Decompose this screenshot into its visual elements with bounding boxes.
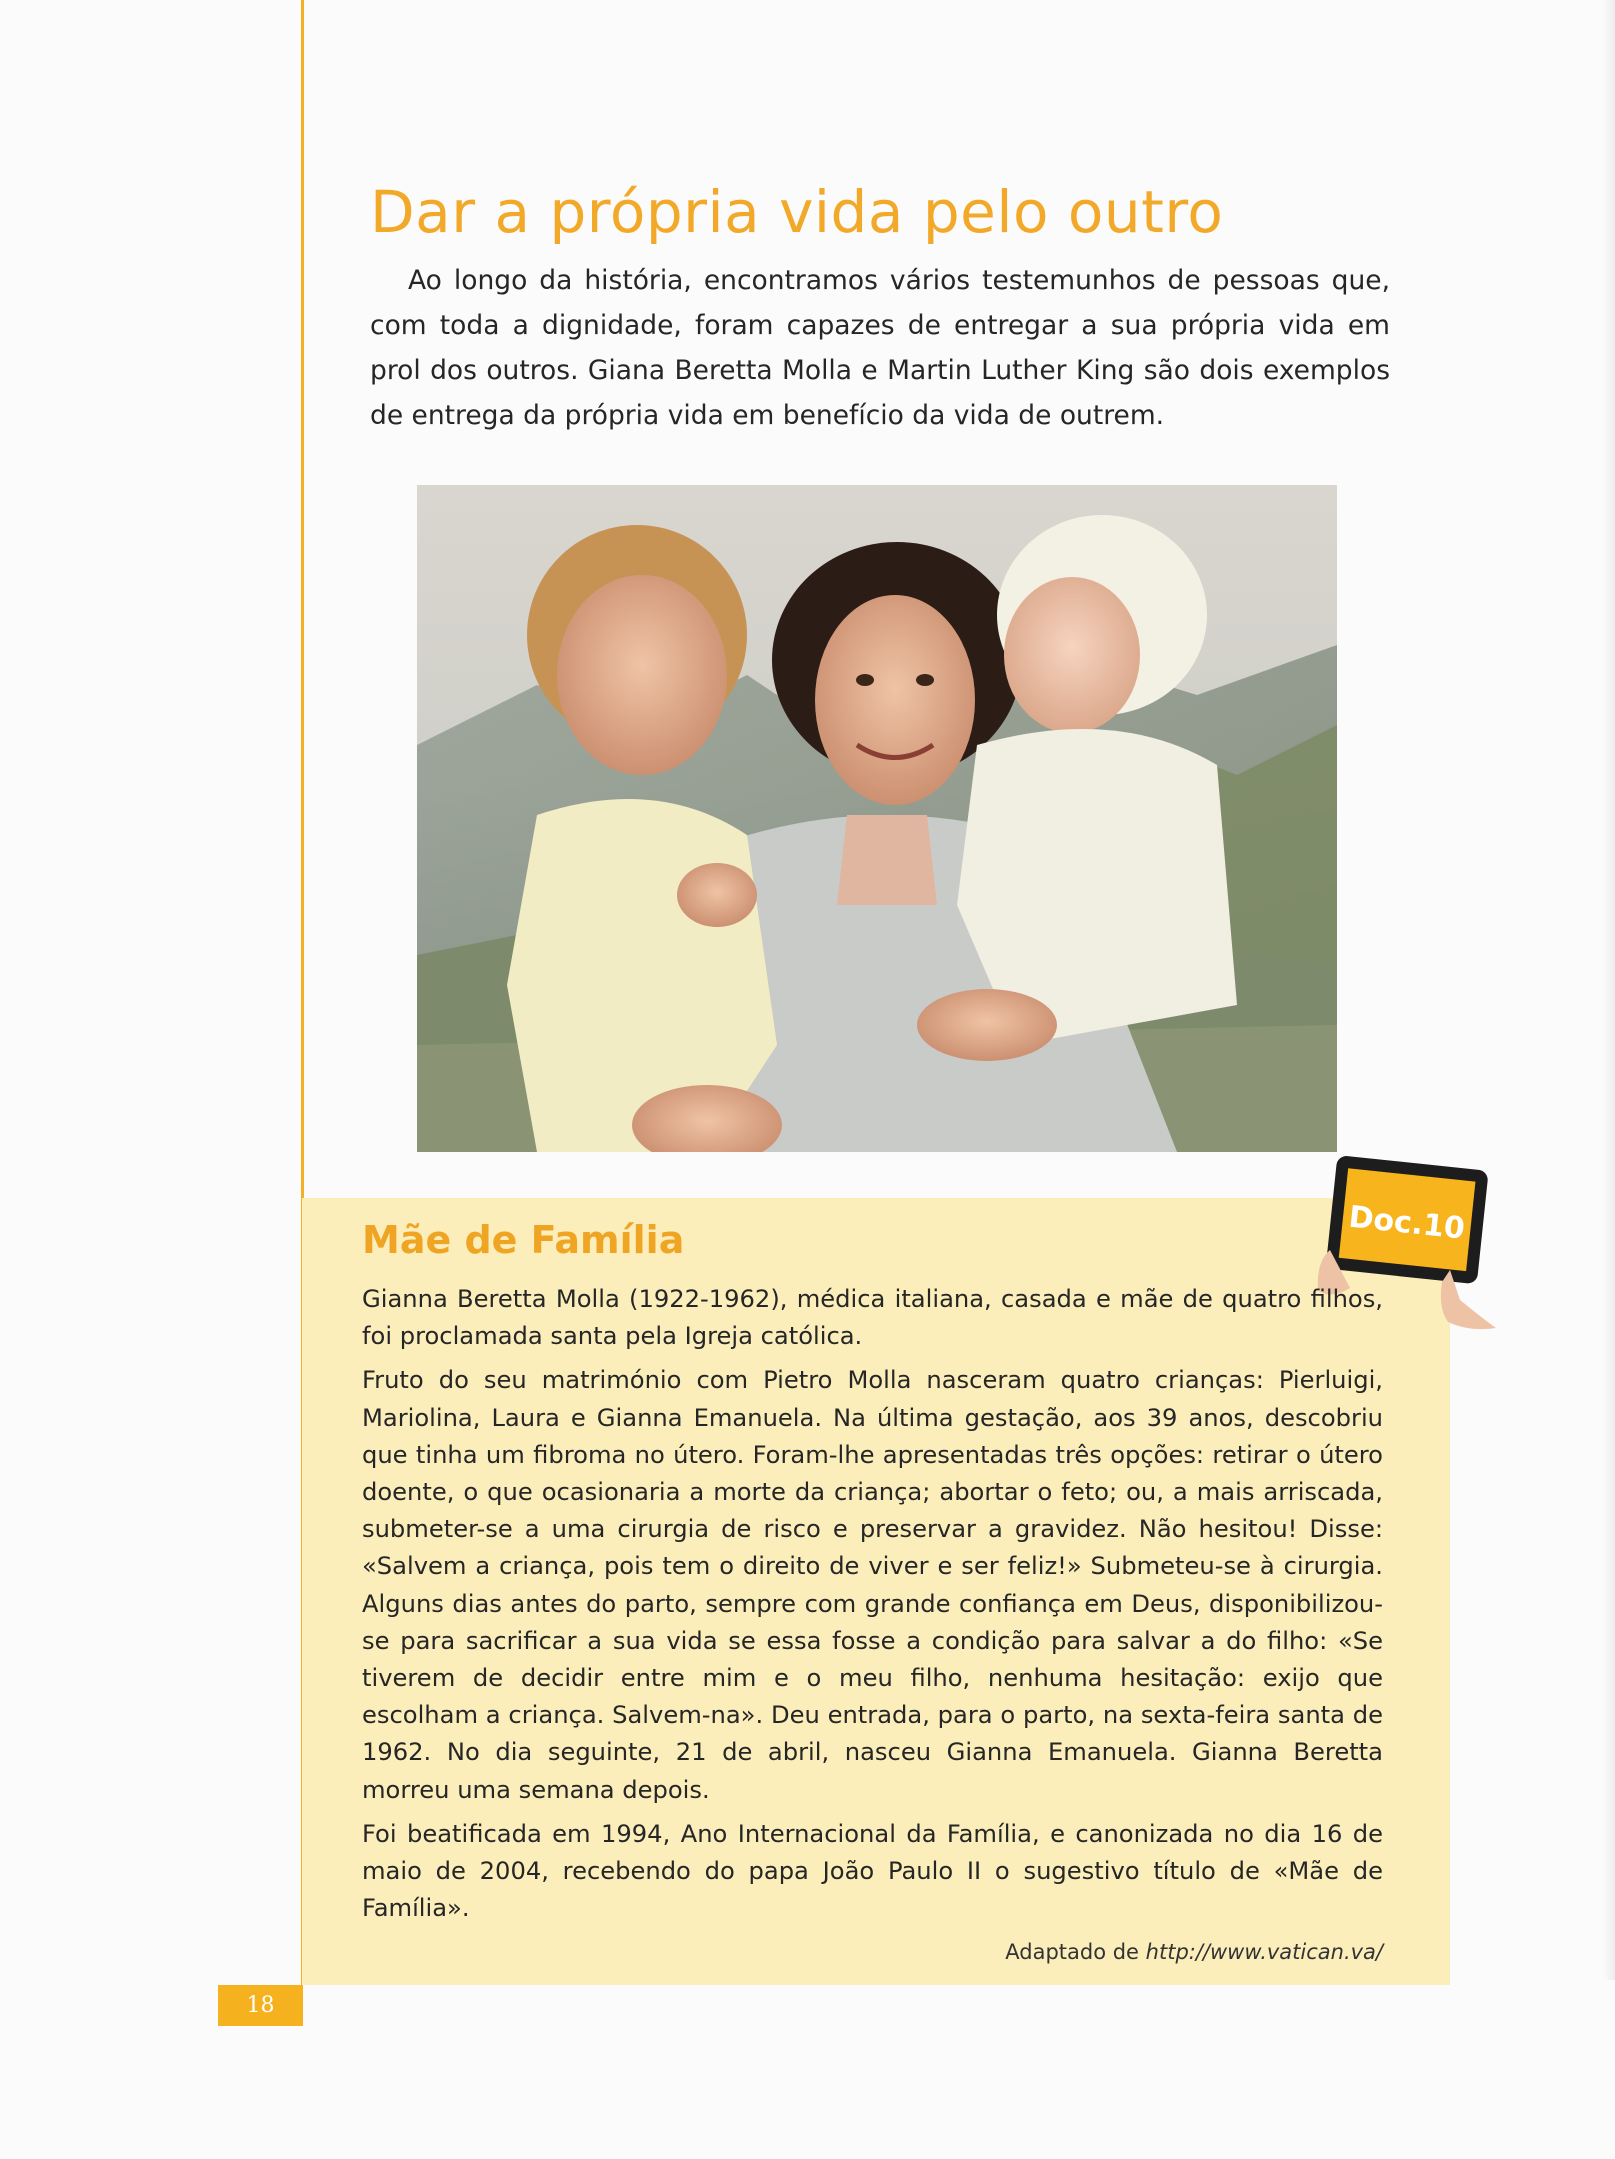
document-heading: Mãe de Família [362,1218,685,1262]
page-edge-shadow [1603,0,1615,1980]
document-paragraph: Fruto do seu matrimónio com Pietro Molla nasceram quatro crianças: Pierluigi, Mariolina, Laura e Gianna Emanuela. Na última gestação, aos 39 anos, descobriu que tinha um fibroma no útero. Foram-lhe apresentadas três opções: retirar o útero doente, o que ocasionaria a morte da criança; abortar o feto; ou, a mais arriscada, submeter-se a uma cirurgia de risco e preservar a gravidez. Não hesitou! Disse: «Salvem a criança, pois tem o direito de viver e ser feliz!» Submeteu-se à cirurgia. Alguns dias antes do parto, sempre com grande confiança em Deus, disponibilizou-se para sacrificar a sua vida se essa fosse a condição para salvar a do filho: «Se tiverem de decidir entre mim e o meu filho, nenhuma hesitação: exijo que escolham a criança. Salvem-na». Deu entrada, para o parto, na sexta-feira santa de 1962. No dia seguinte, 21 de abril, nasceu Gianna Emanuela. Gianna Beretta morreu uma semana depois. [362,1366,1383,1804]
document-body [362,1281,1383,1934]
document-paragraph: Gianna Beretta Molla (1922-1962), médica italiana, casada e mãe de quatro filhos, foi proclamada santa pela Igreja católica. [362,1285,1383,1351]
source-prefix: Adaptado de [1005,1940,1146,1964]
section-intro: Ao longo da história, encontramos vários testemunhos de pessoas que, com toda a dignidade, foram capazes de entregar a sua própria vida em prol dos outros. Giana Beretta Molla e Martin Luther King são dois exemplos de entrega da própria vida em benefício da vida de outrem. [370,265,1390,431]
source-link[interactable]: http://www.vatican.va/ [1145,1940,1383,1964]
doc-badge: Doc.10 [1347,1199,1467,1247]
family-photo [417,485,1337,1152]
section-title: Dar a própria vida pelo outro [370,178,1224,246]
page-number: 18 [218,1985,303,2026]
document-paragraph: Foi beatificada em 1994, Ano Internacional da Família, e canonizada no dia 16 de maio de 2004, recebendo do papa João Paulo II o sugestivo título de «Mãe de Família». [362,1819,1383,1923]
source-citation [1005,1940,1383,1964]
